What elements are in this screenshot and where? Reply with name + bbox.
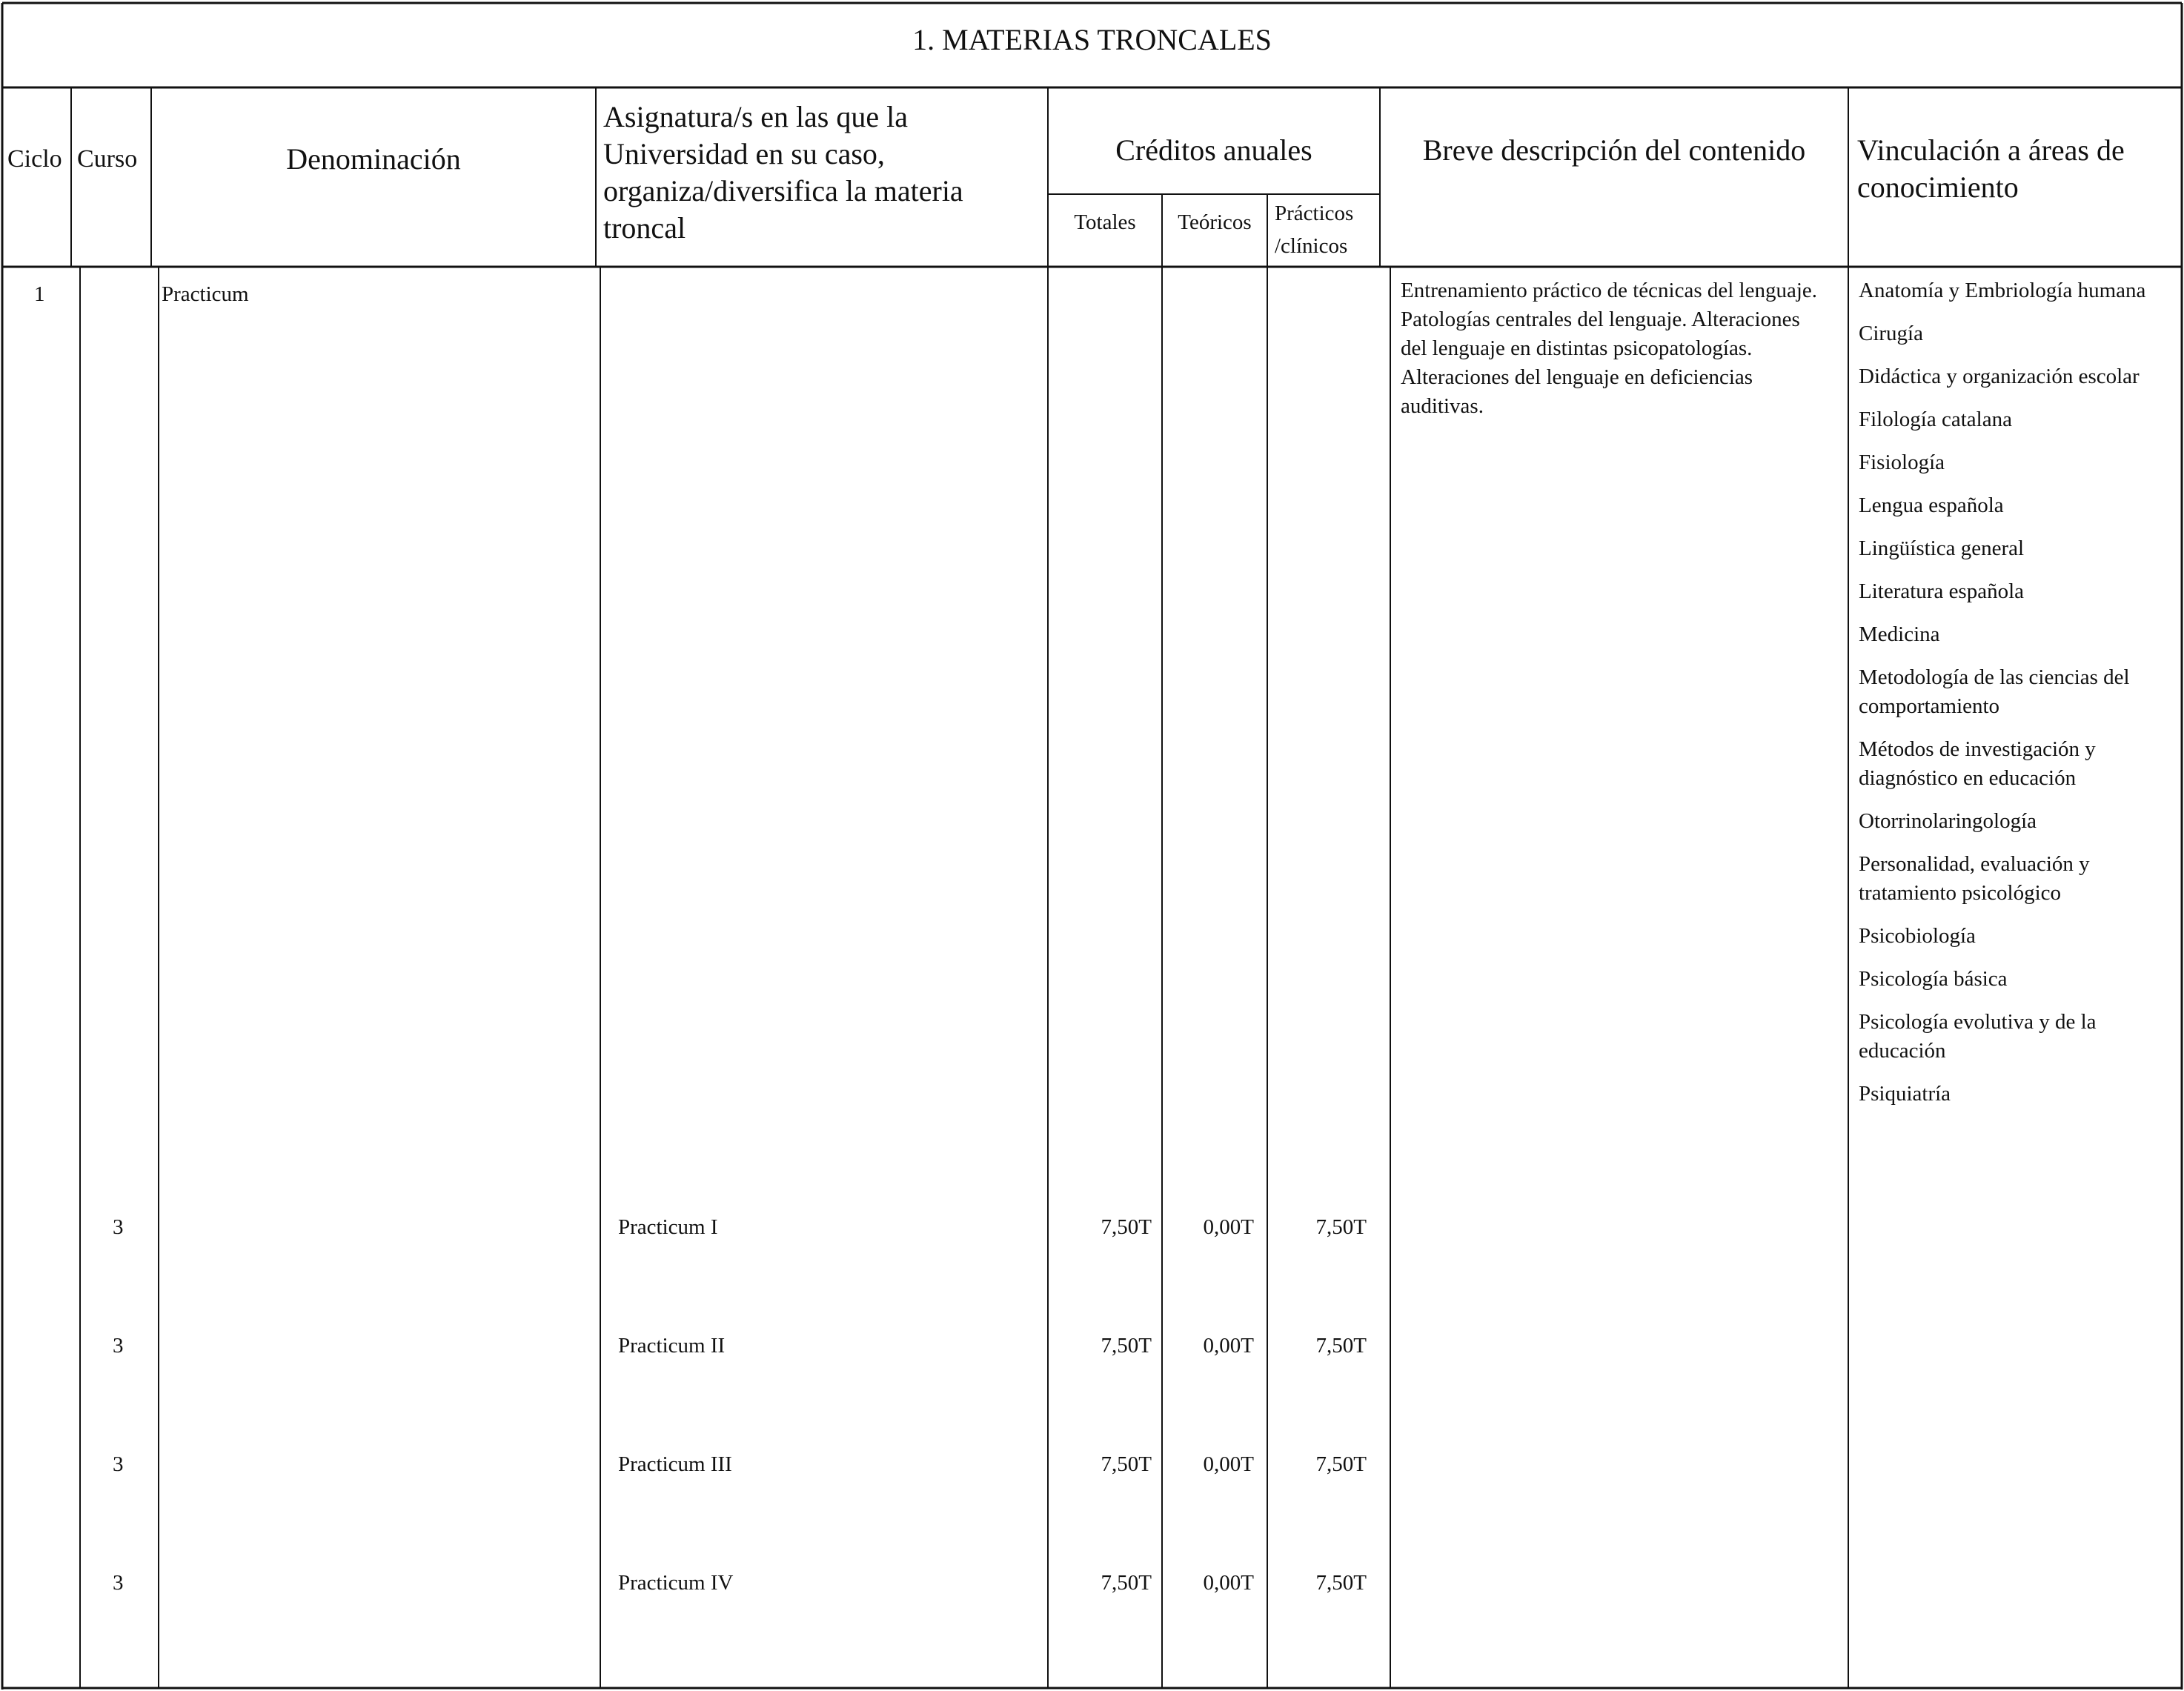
header-creditos: Créditos anuales: [1115, 133, 1312, 167]
row-teoricos: 0,00T: [1203, 1571, 1254, 1595]
row-totales: 7,50T: [1101, 1571, 1152, 1595]
area-item: Fisiología: [1859, 451, 1945, 474]
area-item: Lingüística general: [1859, 536, 2025, 560]
row-teoricos: 0,00T: [1203, 1334, 1254, 1358]
areas-list: [1859, 276, 2170, 1123]
row-teoricos: 0,00T: [1203, 1215, 1254, 1239]
area-item: Didáctica y organización escolar: [1859, 365, 2140, 388]
row-practicos: 7,50T: [1315, 1334, 1367, 1358]
materia-ciclo: 1: [34, 282, 45, 306]
row-curso: 3: [113, 1571, 124, 1595]
row-totales: 7,50T: [1101, 1452, 1152, 1476]
area-item: Lengua española: [1859, 494, 2004, 517]
row-asignatura: Practicum III: [618, 1452, 732, 1476]
row-practicos: 7,50T: [1315, 1452, 1367, 1476]
materia-denominacion: Practicum: [162, 282, 249, 306]
row-curso: 3: [113, 1215, 124, 1239]
materia-descripcion: Entrenamiento práctico de técnicas del lenguaje. Patologías centrales del lenguaje. Alteraciones del lenguaje en distintas psicopatologías. Alteraciones del lenguaje en deficiencias auditivas.: [1401, 279, 1818, 418]
row-asignatura: Practicum I: [618, 1215, 718, 1239]
header-curso: Curso: [77, 145, 138, 173]
row-curso: 3: [113, 1334, 124, 1358]
row-practicos: 7,50T: [1315, 1215, 1367, 1239]
area-item: Cirugía: [1859, 322, 1923, 345]
area-item: Métodos de investigación y diagnóstico en educación: [1859, 737, 2096, 790]
area-item: Personalidad, evaluación y tratamiento psicológico: [1859, 852, 2090, 905]
area-item: Psiquiatría: [1859, 1082, 1951, 1106]
area-item: Psicobiología: [1859, 924, 1976, 948]
header-practicos: Prácticos /clínicos: [1275, 202, 1354, 258]
header-vinculacion: Vinculación a áreas de conocimiento: [1857, 133, 2125, 204]
row-practicos: 7,50T: [1315, 1571, 1367, 1595]
page-title: 1. MATERIAS TRONCALES: [912, 23, 1272, 56]
header-teoricos: Teóricos: [1178, 210, 1252, 234]
area-item: Medicina: [1859, 622, 1940, 646]
header-descripcion: Breve descripción del contenido: [1422, 133, 1806, 167]
header-ciclo: Ciclo: [7, 145, 62, 173]
row-asignatura: Practicum IV: [618, 1571, 734, 1595]
row-asignatura: Practicum II: [618, 1334, 726, 1358]
area-item: Literatura española: [1859, 579, 2025, 603]
row-totales: 7,50T: [1101, 1215, 1152, 1239]
area-item: Psicología evolutiva y de la educación: [1859, 1010, 2097, 1063]
row-totales: 7,50T: [1101, 1334, 1152, 1358]
row-teoricos: 0,00T: [1203, 1452, 1254, 1476]
header-totales: Totales: [1074, 210, 1136, 234]
row-curso: 3: [113, 1452, 124, 1476]
area-item: Metodología de las ciencias del comportamiento: [1859, 665, 2130, 718]
header-asignaturas: Asignatura/s en las que la Universidad en su caso, organiza/diversifica la materia troncal: [603, 100, 963, 245]
area-item: Filología catalana: [1859, 408, 2012, 431]
header-denominacion: Denominación: [286, 142, 461, 176]
area-item: Otorrinolaringología: [1859, 809, 2037, 833]
area-item: Psicología básica: [1859, 967, 2008, 991]
area-item: Anatomía y Embriología humana: [1859, 279, 2146, 302]
